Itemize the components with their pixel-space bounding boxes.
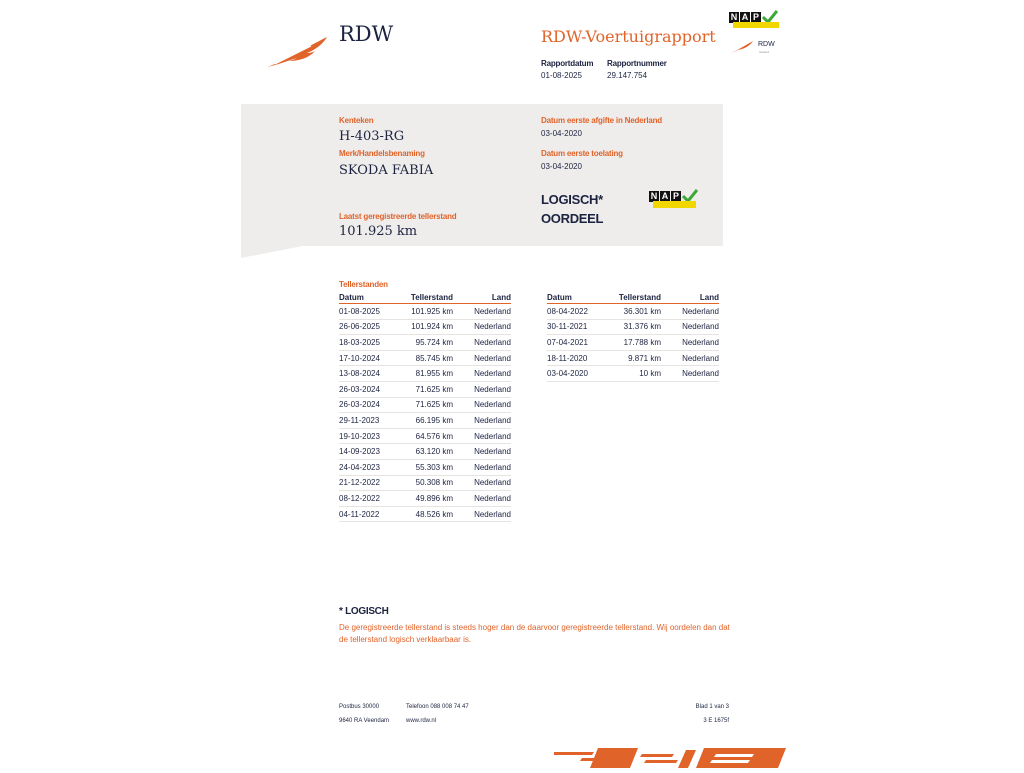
- cell-date: 18-11-2020: [547, 350, 605, 366]
- table-row: [339, 350, 511, 366]
- column-header-country: Land: [661, 292, 719, 304]
- cell-country: Nederland: [453, 350, 511, 366]
- cell-reading: 63.120 km: [397, 444, 453, 460]
- footer-code: 3 E 1675f: [703, 718, 729, 724]
- column-header-reading: Tellerstand: [397, 292, 453, 304]
- cell-reading: 64.576 km: [397, 428, 453, 444]
- table-row: [547, 319, 719, 335]
- nap-letter: P: [672, 190, 679, 201]
- small-logo-subtext: onkend: [759, 50, 769, 54]
- cell-reading: 48.526 km: [397, 506, 453, 522]
- nap-letter: A: [741, 11, 749, 22]
- cell-country: Nederland: [453, 413, 511, 429]
- footer-page-number: Blad 1 van 3: [695, 704, 729, 710]
- table-row: [339, 381, 511, 397]
- cell-reading: 9.871 km: [605, 350, 661, 366]
- first-nl-value: 03-04-2020: [541, 129, 582, 138]
- first-admission-label: Datum eerste toelating: [541, 149, 623, 158]
- report-date-label: Rapportdatum: [541, 59, 594, 68]
- cell-reading: 71.625 km: [397, 397, 453, 413]
- cell-date: 21-12-2022: [339, 475, 397, 491]
- cell-country: Nederland: [453, 397, 511, 413]
- cell-country: Nederland: [453, 506, 511, 522]
- cell-reading: 10 km: [605, 366, 661, 382]
- column-header-country: Land: [453, 292, 511, 304]
- table-row: [547, 350, 719, 366]
- cell-date: 08-04-2022: [547, 304, 605, 320]
- cell-date: 30-11-2021: [547, 319, 605, 335]
- cell-country: Nederland: [661, 304, 719, 320]
- table-row: [547, 366, 719, 382]
- table-row: [339, 319, 511, 335]
- footer-phone: Telefoon 088 008 74 47: [406, 704, 469, 710]
- cell-country: Nederland: [661, 335, 719, 351]
- cell-date: 01-08-2025: [339, 304, 397, 320]
- org-name: RDW: [339, 22, 394, 46]
- cell-date: 13-08-2024: [339, 366, 397, 382]
- table-row: [339, 335, 511, 351]
- cell-country: Nederland: [453, 366, 511, 382]
- column-header-date: Datum: [547, 292, 605, 304]
- table-row: [339, 459, 511, 475]
- footer-address-line2: 9640 RA Veendam: [339, 718, 390, 724]
- first-admission-value: 03-04-2020: [541, 162, 582, 171]
- cell-country: Nederland: [453, 428, 511, 444]
- cell-date: 03-04-2020: [547, 366, 605, 382]
- cell-date: 18-03-2025: [339, 335, 397, 351]
- nap-letter: P: [752, 11, 759, 22]
- table-row: [339, 428, 511, 444]
- cell-reading: 101.924 km: [397, 319, 453, 335]
- nap-yellow-bar: [653, 201, 696, 208]
- cell-reading: 101.925 km: [397, 304, 453, 320]
- table-row: [339, 491, 511, 507]
- cell-reading: 71.625 km: [397, 381, 453, 397]
- brand-value: SKODA FABIA: [339, 163, 434, 178]
- cell-date: 04-11-2022: [339, 506, 397, 522]
- first-nl-label: Datum eerste afgifte in Nederland: [541, 116, 662, 125]
- footer-address-line1: Postbus 30000: [339, 704, 380, 710]
- report-number: 29.147.754: [607, 71, 648, 80]
- cell-reading: 17.788 km: [605, 335, 661, 351]
- cell-reading: 95.724 km: [397, 335, 453, 351]
- panel-tail: [241, 246, 303, 258]
- verdict-line1: LOGISCH*: [541, 192, 603, 207]
- cell-reading: 85.745 km: [397, 350, 453, 366]
- decorative-stripes: [554, 746, 786, 768]
- stripes-graphic: [554, 746, 786, 768]
- cell-date: 17-10-2024: [339, 350, 397, 366]
- cell-reading: 66.195 km: [397, 413, 453, 429]
- table-row: [339, 475, 511, 491]
- plate-value: H-403-RG: [339, 129, 405, 144]
- cell-date: 29-11-2023: [339, 413, 397, 429]
- column-header-date: Datum: [339, 292, 397, 304]
- verdict: [541, 190, 603, 228]
- cell-date: 14-09-2023: [339, 444, 397, 460]
- verdict-line2: OORDEEL: [541, 211, 604, 226]
- plate-label: Kenteken: [339, 116, 374, 125]
- report-number-label: Rapportnummer: [607, 59, 667, 68]
- nap-yellow-bar: [733, 22, 779, 28]
- cell-reading: 81.955 km: [397, 366, 453, 382]
- odometer-table-left: [339, 292, 511, 522]
- vehicle-info-panel: [241, 104, 723, 246]
- cell-country: Nederland: [661, 350, 719, 366]
- odometer-table-right: [547, 292, 719, 382]
- small-logo-text: RDW: [758, 41, 775, 48]
- last-reading-value: 101.925 km: [339, 224, 418, 239]
- cell-country: Nederland: [661, 366, 719, 382]
- cell-date: 24-04-2023: [339, 459, 397, 475]
- cell-country: Nederland: [453, 459, 511, 475]
- odometer-section-title: Tellerstanden: [339, 280, 388, 289]
- cell-reading: 31.376 km: [605, 319, 661, 335]
- cell-country: Nederland: [453, 335, 511, 351]
- last-reading-label: Laatst geregistreerde tellerstand: [339, 212, 457, 221]
- footnote-text: De geregistreerde tellerstand is steeds hoger dan de daarvoor geregistreerde tellerstand. Wij oordelen dan dat de tellerstand logisch verklaarbaar is.: [339, 623, 730, 644]
- cell-reading: 50.308 km: [397, 475, 453, 491]
- cell-country: Nederland: [453, 491, 511, 507]
- cell-date: 07-04-2021: [547, 335, 605, 351]
- rdw-small-feather-icon: [730, 40, 754, 54]
- cell-reading: 55.303 km: [397, 459, 453, 475]
- rdw-logo: [265, 34, 331, 70]
- cell-reading: 36.301 km: [605, 304, 661, 320]
- nap-letter: A: [661, 190, 669, 201]
- cell-country: Nederland: [453, 381, 511, 397]
- nap-letter: N: [650, 190, 658, 201]
- brand-label: Merk/Handelsbenaming: [339, 149, 425, 158]
- report-title: RDW-Voertuigrapport: [541, 27, 716, 46]
- footnote-title: * LOGISCH: [339, 606, 389, 617]
- cell-country: Nederland: [661, 319, 719, 335]
- cell-country: Nederland: [453, 319, 511, 335]
- rdw-feather-icon: [265, 34, 331, 70]
- nap-letter: N: [730, 11, 738, 22]
- table-row: [547, 304, 719, 320]
- table-row: [339, 413, 511, 429]
- column-header-reading: Tellerstand: [605, 292, 661, 304]
- table-row: [339, 506, 511, 522]
- footer-website: www.rdw.nl: [406, 718, 437, 724]
- table-row: [339, 366, 511, 382]
- cell-country: Nederland: [453, 444, 511, 460]
- cell-date: 26-06-2025: [339, 319, 397, 335]
- cell-date: 19-10-2023: [339, 428, 397, 444]
- table-row: [339, 304, 511, 320]
- table-row: [547, 335, 719, 351]
- table-row: [339, 444, 511, 460]
- report-date: 01-08-2025: [541, 71, 582, 80]
- cell-date: 08-12-2022: [339, 491, 397, 507]
- cell-country: Nederland: [453, 304, 511, 320]
- cell-date: 26-03-2024: [339, 381, 397, 397]
- table-row: [339, 397, 511, 413]
- cell-reading: 49.896 km: [397, 491, 453, 507]
- cell-date: 26-03-2024: [339, 397, 397, 413]
- cell-country: Nederland: [453, 475, 511, 491]
